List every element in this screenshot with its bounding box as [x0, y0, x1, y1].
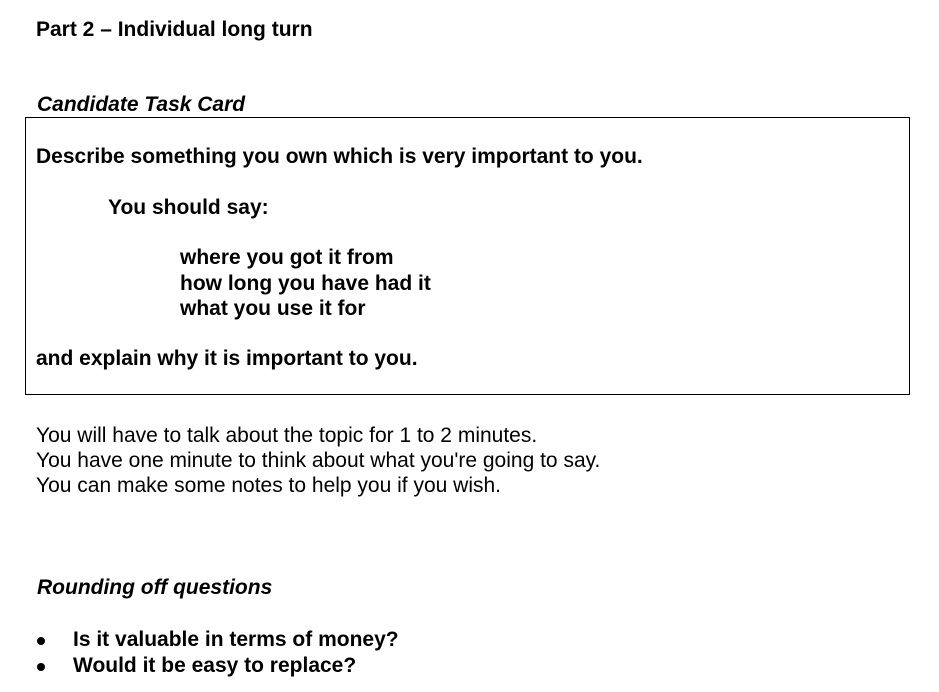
bullet-icon — [37, 637, 45, 645]
instruction-line: You will have to talk about the topic for 1 to 2 minutes. — [36, 424, 538, 447]
question-text: Is it valuable in terms of money? — [73, 628, 399, 651]
rounding-off-heading: Rounding off questions — [37, 576, 273, 599]
question-item — [36, 627, 399, 653]
question-text: Would it be easy to replace? — [73, 654, 357, 677]
task-point: where you got it from — [180, 246, 394, 269]
task-point: how long you have had it — [180, 271, 431, 295]
bullet-icon — [37, 663, 45, 671]
instruction-line: You have one minute to think about what you're going to say. — [36, 449, 601, 472]
task-prompt: Describe something you own which is very important to you. — [36, 145, 643, 168]
task-closing: and explain why it is important to you. — [36, 347, 418, 370]
task-points-list — [180, 245, 431, 322]
card-heading: Candidate Task Card — [37, 93, 246, 116]
part-title: Part 2 – Individual long turn — [36, 18, 313, 41]
instruction-line: You can make some notes to help you if you wish. — [36, 474, 501, 497]
rounding-off-questions-list — [36, 627, 399, 679]
question-item — [36, 653, 399, 679]
should-say-label: You should say: — [108, 196, 269, 219]
task-point: what you use it for — [180, 297, 366, 320]
instructions-list — [36, 423, 600, 498]
